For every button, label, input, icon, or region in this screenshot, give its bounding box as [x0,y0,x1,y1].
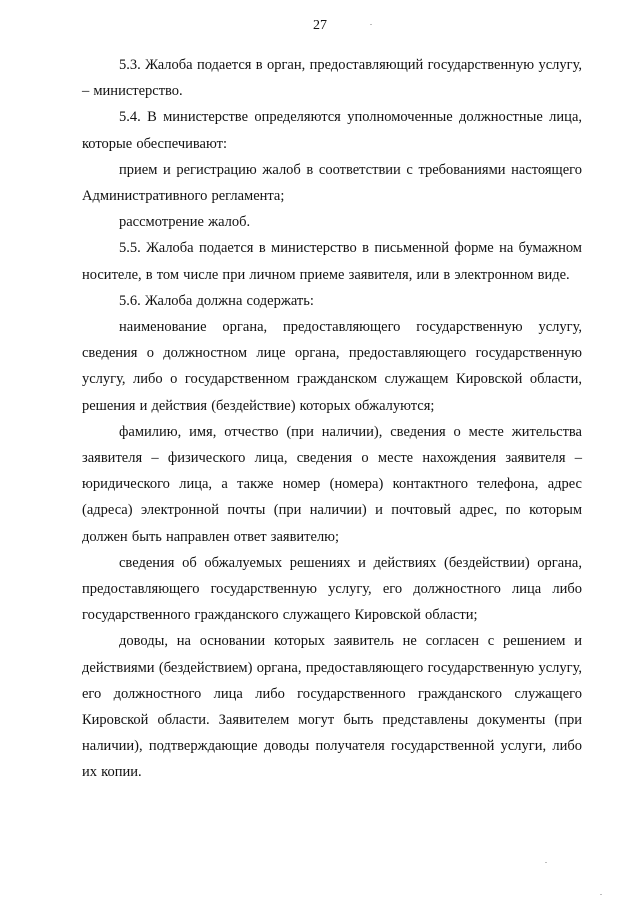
paragraph-5-3: 5.3. Жалоба подается в орган, предоставляющий государственную услугу, – министерство. [82,57,582,100]
document-body [82,52,582,786]
paragraph-5-6-item-decisions: сведения об обжалуемых решениях и действиях (бездействии) органа, предоставляющего государственную услугу, его должностного лица либо государственного гражданского служащего Кировской области; [82,554,582,624]
page-number: 27 [313,18,327,33]
paragraph-5-6-item-authority: наименование органа, предоставляющего государственную услугу, сведения о должностном лице органа, предоставляющего государственную услугу, либо о государственном гражданском служащем Кировской области, решения и действия (бездействие) которых обжалуются; [82,319,582,414]
scan-artifact [545,862,547,863]
paragraph-5-4: 5.4. В министерстве определяются уполномоченные должностные лица, которые обеспечивают: [82,109,582,152]
scan-artifact [600,894,602,895]
paragraph-5-6-item-applicant: фамилию, имя, отчество (при наличии), сведения о месте жительства заявителя – физического лица, сведения о месте нахождения заявителя – юридического лица, а также номер (номера) контактного телефона, адрес (адреса) электронной почты (при наличии) и почтовый адрес, по которым должен быть направлен ответ заявителю; [82,423,582,545]
paragraph-5-6: 5.6. Жалоба должна содержать: [119,292,314,309]
paragraph-5-5: 5.5. Жалоба подается в министерство в письменной форме на бумажном носителе, в том числе при личном приеме заявителя, или в электронном виде. [82,240,582,283]
paragraph-5-4-item-reception: прием и регистрацию жалоб в соответствии с требованиями настоящего Административного регламента; [82,161,582,205]
paragraph-5-4-item-review: рассмотрение жалоб. [119,214,251,231]
paragraph-5-6-item-arguments: доводы, на основании которых заявитель не согласен с решением и действиями (бездействием) органа, предоставляющего государственную услугу, его должностного лица либо государственного гражданского служащего Кировской области. Заявителем могут быть представлены документы (при наличии), подтверждающие доводы получателя государственной услуги, либо их копии. [82,633,582,781]
scan-artifact [370,24,372,25]
